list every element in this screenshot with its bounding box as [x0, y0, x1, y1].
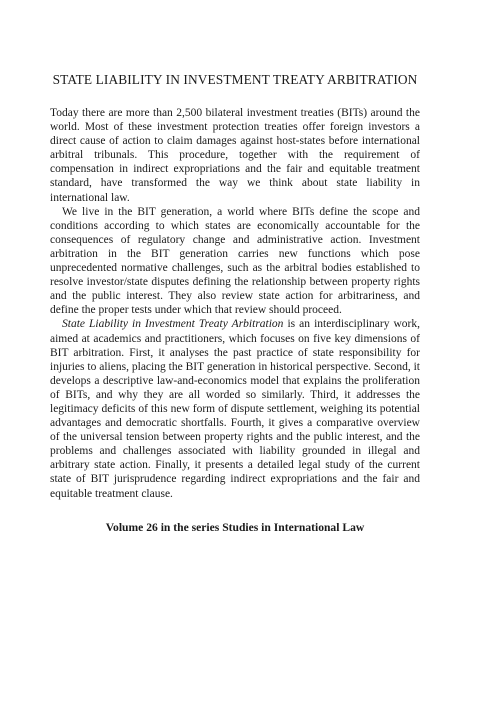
book-title-italic: State Liability in Investment Treaty Arbitration — [62, 318, 284, 331]
book-blurb-page — [50, 72, 420, 534]
blurb-paragraph-1: Today there are more than 2,500 bilateral investment treaties (BITs) around the world. Most of these investment protection treaties offer foreign investors a direct cause of action to claim damages against host-states before international arbitral tribunals. This procedure, together with the requirement of compensation in indirect expropriations and the fair and equitable treatment standard, have transformed the way we think about state liability in international law. — [50, 107, 420, 204]
blurb-paragraph-3-text: is an interdisciplinary work, aimed at academics and practitioners, which focuses on five key dimensions of BIT arbitration. First, it analyses the past practice of state responsibility for injuries to aliens, placing the BIT generation in historical perspective. Second, it develops a descriptive law-and-economics model that explains the proliferation of BITs, and why they are all worded so similarly. Third, it addresses the legitimacy deficits of this new form of dispute settlement, weighing its potential advantages and democratic shortfalls. Fourth, it gives a comparative overview of the universal tension between property rights and the public interest, and the problems and challenges associated with liability grounded in illegal and arbitrary state action. Finally, it presents a detailed legal study of the current state of BIT jurisprudence regarding indirect expropriations and the fair and equitable treatment clause. — [50, 318, 420, 500]
page-title: STATE LIABILITY IN INVESTMENT TREATY ARBITRATION — [52, 72, 418, 87]
blurb-paragraph-3 — [50, 317, 420, 500]
blurb-paragraph-2: We live in the BIT generation, a world where BITs define the scope and conditions according to which states are economically accountable for the consequences of regulatory change and administrative action. Investment arbitration in the BIT generation carries new functions which pose unprecedented normative challenges, such as the arbitral bodies established to resolve investor/state disputes defining the relationship between property rights and the public interest. They also review state action for arbitrariness, and define the proper tests under which that review should proceed. — [50, 205, 420, 317]
series-note: Volume 26 in the series Studies in International Law — [105, 520, 365, 534]
